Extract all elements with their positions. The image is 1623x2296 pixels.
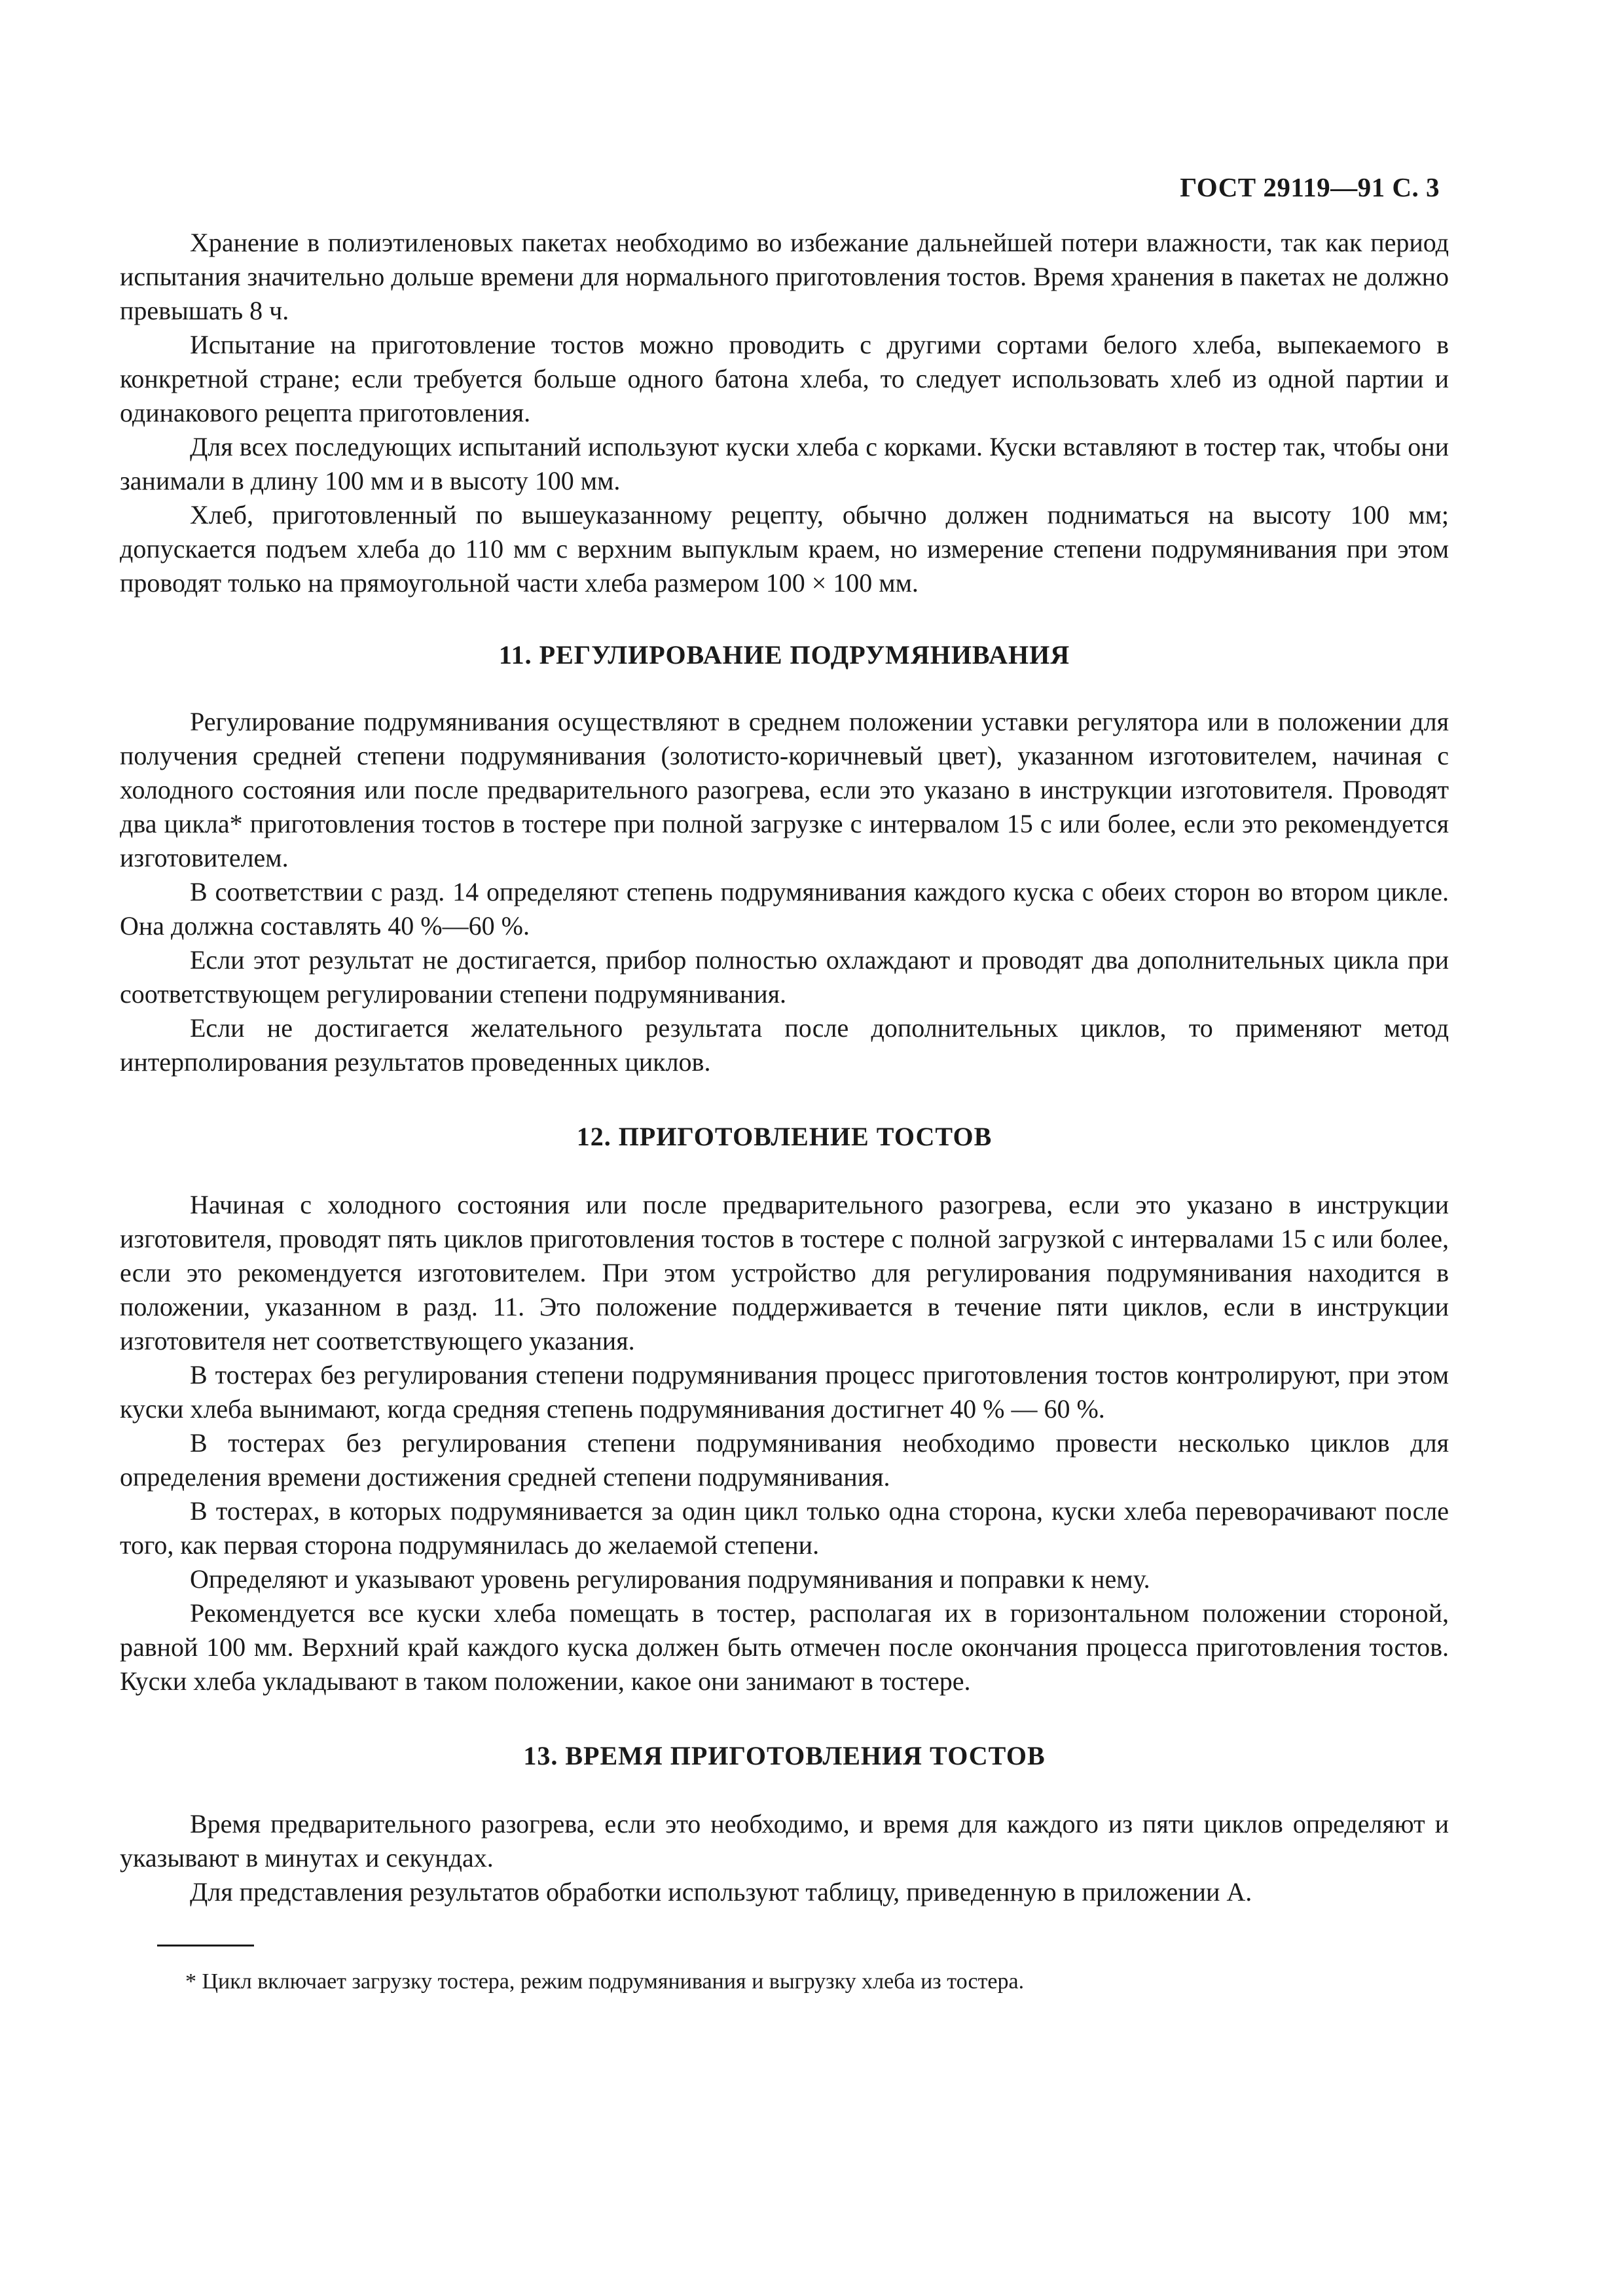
- footnote-divider: [157, 1945, 254, 1946]
- page-content: [120, 226, 1449, 1996]
- page-header: ГОСТ 29119—91 С. 3: [1180, 172, 1440, 202]
- section-11-body: [120, 705, 1449, 1079]
- paragraph: Хранение в полиэтиленовых пакетах необходимо во избежание дальнейшей потери влажности, так как период испытания значительно дольше времени для нормального приготовления тостов. Время хранения в пакетах не должно превышать 8 ч.: [120, 228, 1449, 325]
- section-12-body: [120, 1188, 1449, 1698]
- paragraph: Начиная с холодного состояния или после предварительного разогрева, если это указано в инструкции изготовителя, проводят пять циклов приготовления тостов в тостере с полной загрузкой с интервалами 15 с или более, если это рекомендуется изготовителем. При этом устройство для регулирования подрумянивания находится в положении, указанном в разд. 11. Это положение поддерживается в течение пяти циклов, если в инструкции изготовителя нет соответствующего указания.: [120, 1190, 1449, 1355]
- paragraph: Регулирование подрумянивания осуществляют в среднем положении уставки регулятора или в положении для получения средней степени подрумянивания (золотисто-коричневый цвет), указанном изготовителем, начиная с холодного состояния или после предварительного разогрева, если это указано в инструкции изготовителя. Проводят два цикла* приготовления тостов в тостере при полной загрузке с интервалом 15 с или более, если это рекомендуется изготовителем.: [120, 707, 1449, 872]
- paragraph: Испытание на приготовление тостов можно проводить с другими сортами белого хлеба, выпекаемого в конкретной стране; если требуется больше одного батона хлеба, то следует использовать хлеб из одной партии и одинакового рецепта приготовления.: [120, 330, 1449, 427]
- paragraph: В тостерах, в которых подрумянивается за один цикл только одна сторона, куски хлеба переворачивают после того, как первая сторона подрумянилась до желаемой степени.: [120, 1496, 1449, 1560]
- paragraph: Хлеб, приготовленный по вышеуказанному рецепту, обычно должен подниматься на высоту 100 мм; допускается подъем хлеба до 110 мм с верхним выпуклым краем, но измерение степени подрумянивания при этом проводят только на прямоугольной части хлеба размером 100 × 100 мм.: [120, 500, 1449, 598]
- paragraph: В соответствии с разд. 14 определяют степень подрумянивания каждого куска с обеих сторон во втором цикле. Она должна составлять 40 %—60 %.: [120, 877, 1449, 941]
- paragraph: В тостерах без регулирования степени подрумянивания процесс приготовления тостов контролируют, при этом куски хлеба вынимают, когда средняя степень подрумянивания достигнет 40 % — 60 %.: [120, 1360, 1449, 1424]
- footnote: * Цикл включает загрузку тостера, режим подрумянивания и выгрузку хлеба из тостера.: [185, 1969, 1025, 1994]
- section-12-title: 12. ПРИГОТОВЛЕНИЕ ТОСТОВ: [576, 1122, 993, 1151]
- intro-block: [120, 226, 1449, 600]
- section-11-title: 11. РЕГУЛИРОВАНИЕ ПОДРУМЯНИВАНИЯ: [498, 640, 1070, 670]
- paragraph: Определяют и указывают уровень регулирования подрумянивания и поправки к нему.: [190, 1564, 1150, 1594]
- paragraph: Рекомендуется все куски хлеба помещать в тостер, располагая их в горизонтальном положении стороной, равной 100 мм. Верхний край каждого куска должен быть отмечен после окончания процесса приготовления тостов. Куски хлеба укладывают в таком положении, какое они занимают в тостере.: [120, 1598, 1449, 1696]
- paragraph: Если не достигается желательного результата после дополнительных циклов, то применяют метод интерполирования результатов проведенных циклов.: [120, 1013, 1449, 1077]
- paragraph: Время предварительного разогрева, если это необходимо, и время для каждого из пяти циклов определяют и указывают в минутах и секундах.: [120, 1809, 1449, 1873]
- paragraph: В тостерах без регулирования степени подрумянивания необходимо провести несколько циклов для определения времени достижения средней степени подрумянивания.: [120, 1428, 1449, 1492]
- paragraph: Для представления результатов обработки используют таблицу, приведенную в приложении А.: [190, 1877, 1252, 1907]
- paragraph: Если этот результат не достигается, прибор полностью охлаждают и проводят два дополнительных цикла при соответствующем регулировании степени подрумянивания.: [120, 945, 1449, 1009]
- section-13-title: 13. ВРЕМЯ ПРИГОТОВЛЕНИЯ ТОСТОВ: [523, 1741, 1046, 1770]
- section-13-body: [120, 1807, 1449, 1909]
- paragraph: Для всех последующих испытаний используют куски хлеба с корками. Куски вставляют в тостер так, чтобы они занимали в длину 100 мм и в высоту 100 мм.: [120, 432, 1449, 495]
